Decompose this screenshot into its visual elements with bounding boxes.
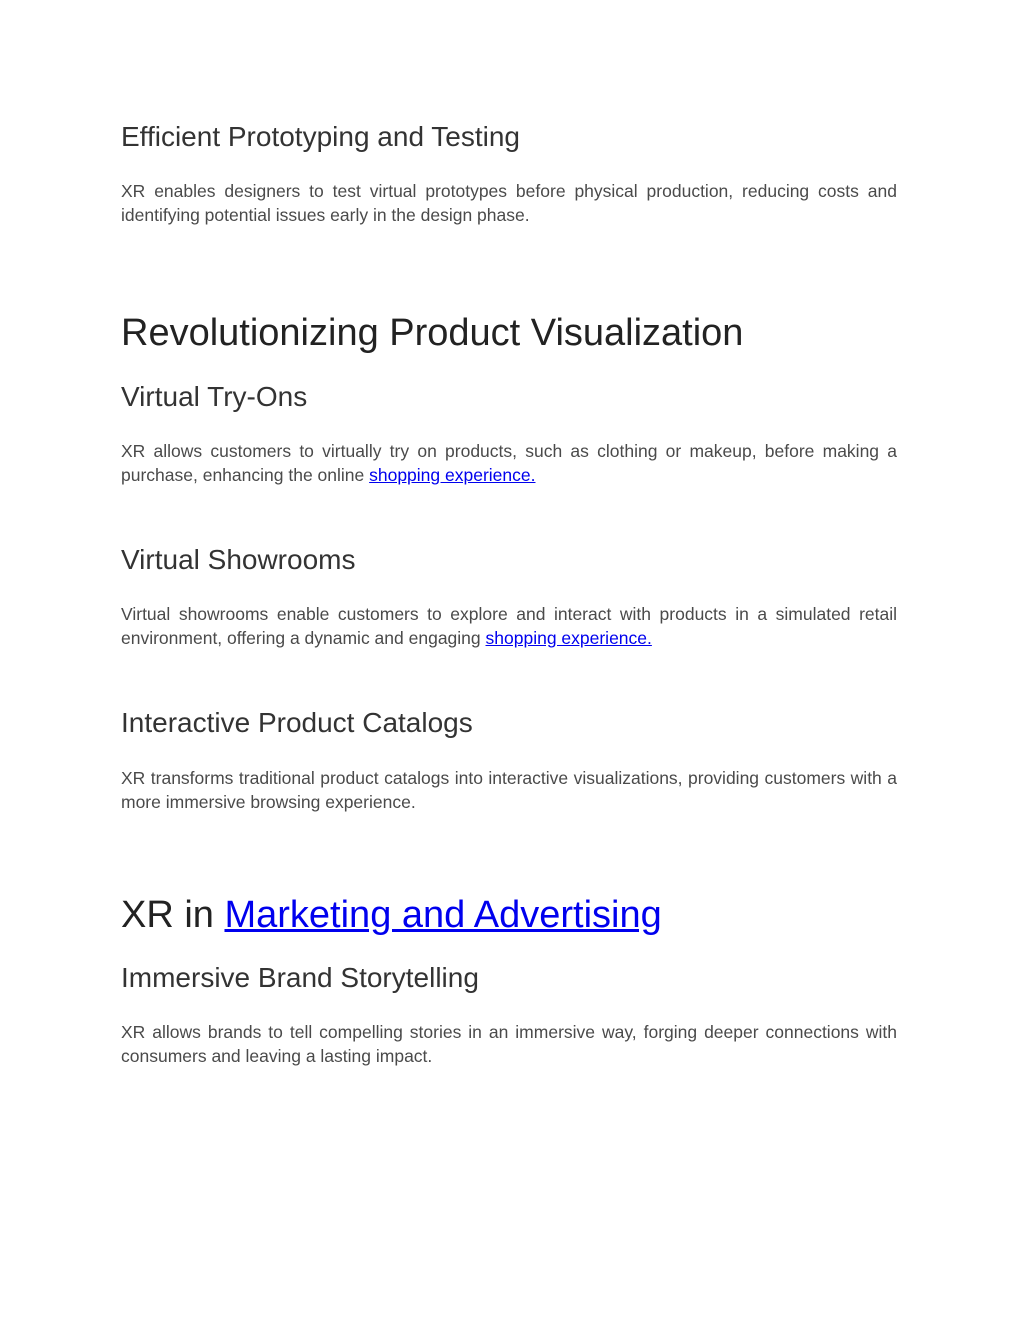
storytelling-paragraph: XR allows brands to tell compelling stories in an immersive way, forging deeper connections with consumers and leaving a lasting impact.	[121, 1022, 897, 1066]
storytelling-heading: Immersive Brand Storytelling	[121, 962, 479, 993]
marketing-heading-prefix: XR in	[121, 894, 225, 936]
try-ons-paragraph	[121, 440, 897, 487]
marketing-advertising-link[interactable]: Marketing and Advertising	[224, 894, 662, 936]
catalogs-paragraph: XR transforms traditional product catalogs into interactive visualizations, providing customers with a more immersive browsing experience.	[121, 768, 897, 812]
catalogs-heading: Interactive Product Catalogs	[121, 707, 473, 738]
prototyping-paragraph: XR enables designers to test virtual prototypes before physical production, reducing costs and identifying potential issues early in the design phase.	[121, 181, 897, 225]
prototyping-heading: Efficient Prototyping and Testing	[121, 121, 520, 152]
try-ons-text: XR allows customers to virtually try on products, such as clothing or makeup, before making a purchase, enhancing the online	[121, 441, 897, 485]
showrooms-shopping-link[interactable]: shopping experience.	[485, 627, 652, 648]
showrooms-text: Virtual showrooms enable customers to explore and interact with products in a simulated retail environment, offering a dynamic and engaging	[121, 604, 897, 648]
marketing-heading	[121, 893, 897, 937]
showrooms-heading: Virtual Showrooms	[121, 544, 356, 575]
try-ons-shopping-link[interactable]: shopping experience.	[369, 464, 536, 485]
showrooms-paragraph	[121, 603, 897, 650]
visualization-heading: Revolutionizing Product Visualization	[121, 312, 744, 354]
try-ons-heading: Virtual Try-Ons	[121, 381, 308, 412]
